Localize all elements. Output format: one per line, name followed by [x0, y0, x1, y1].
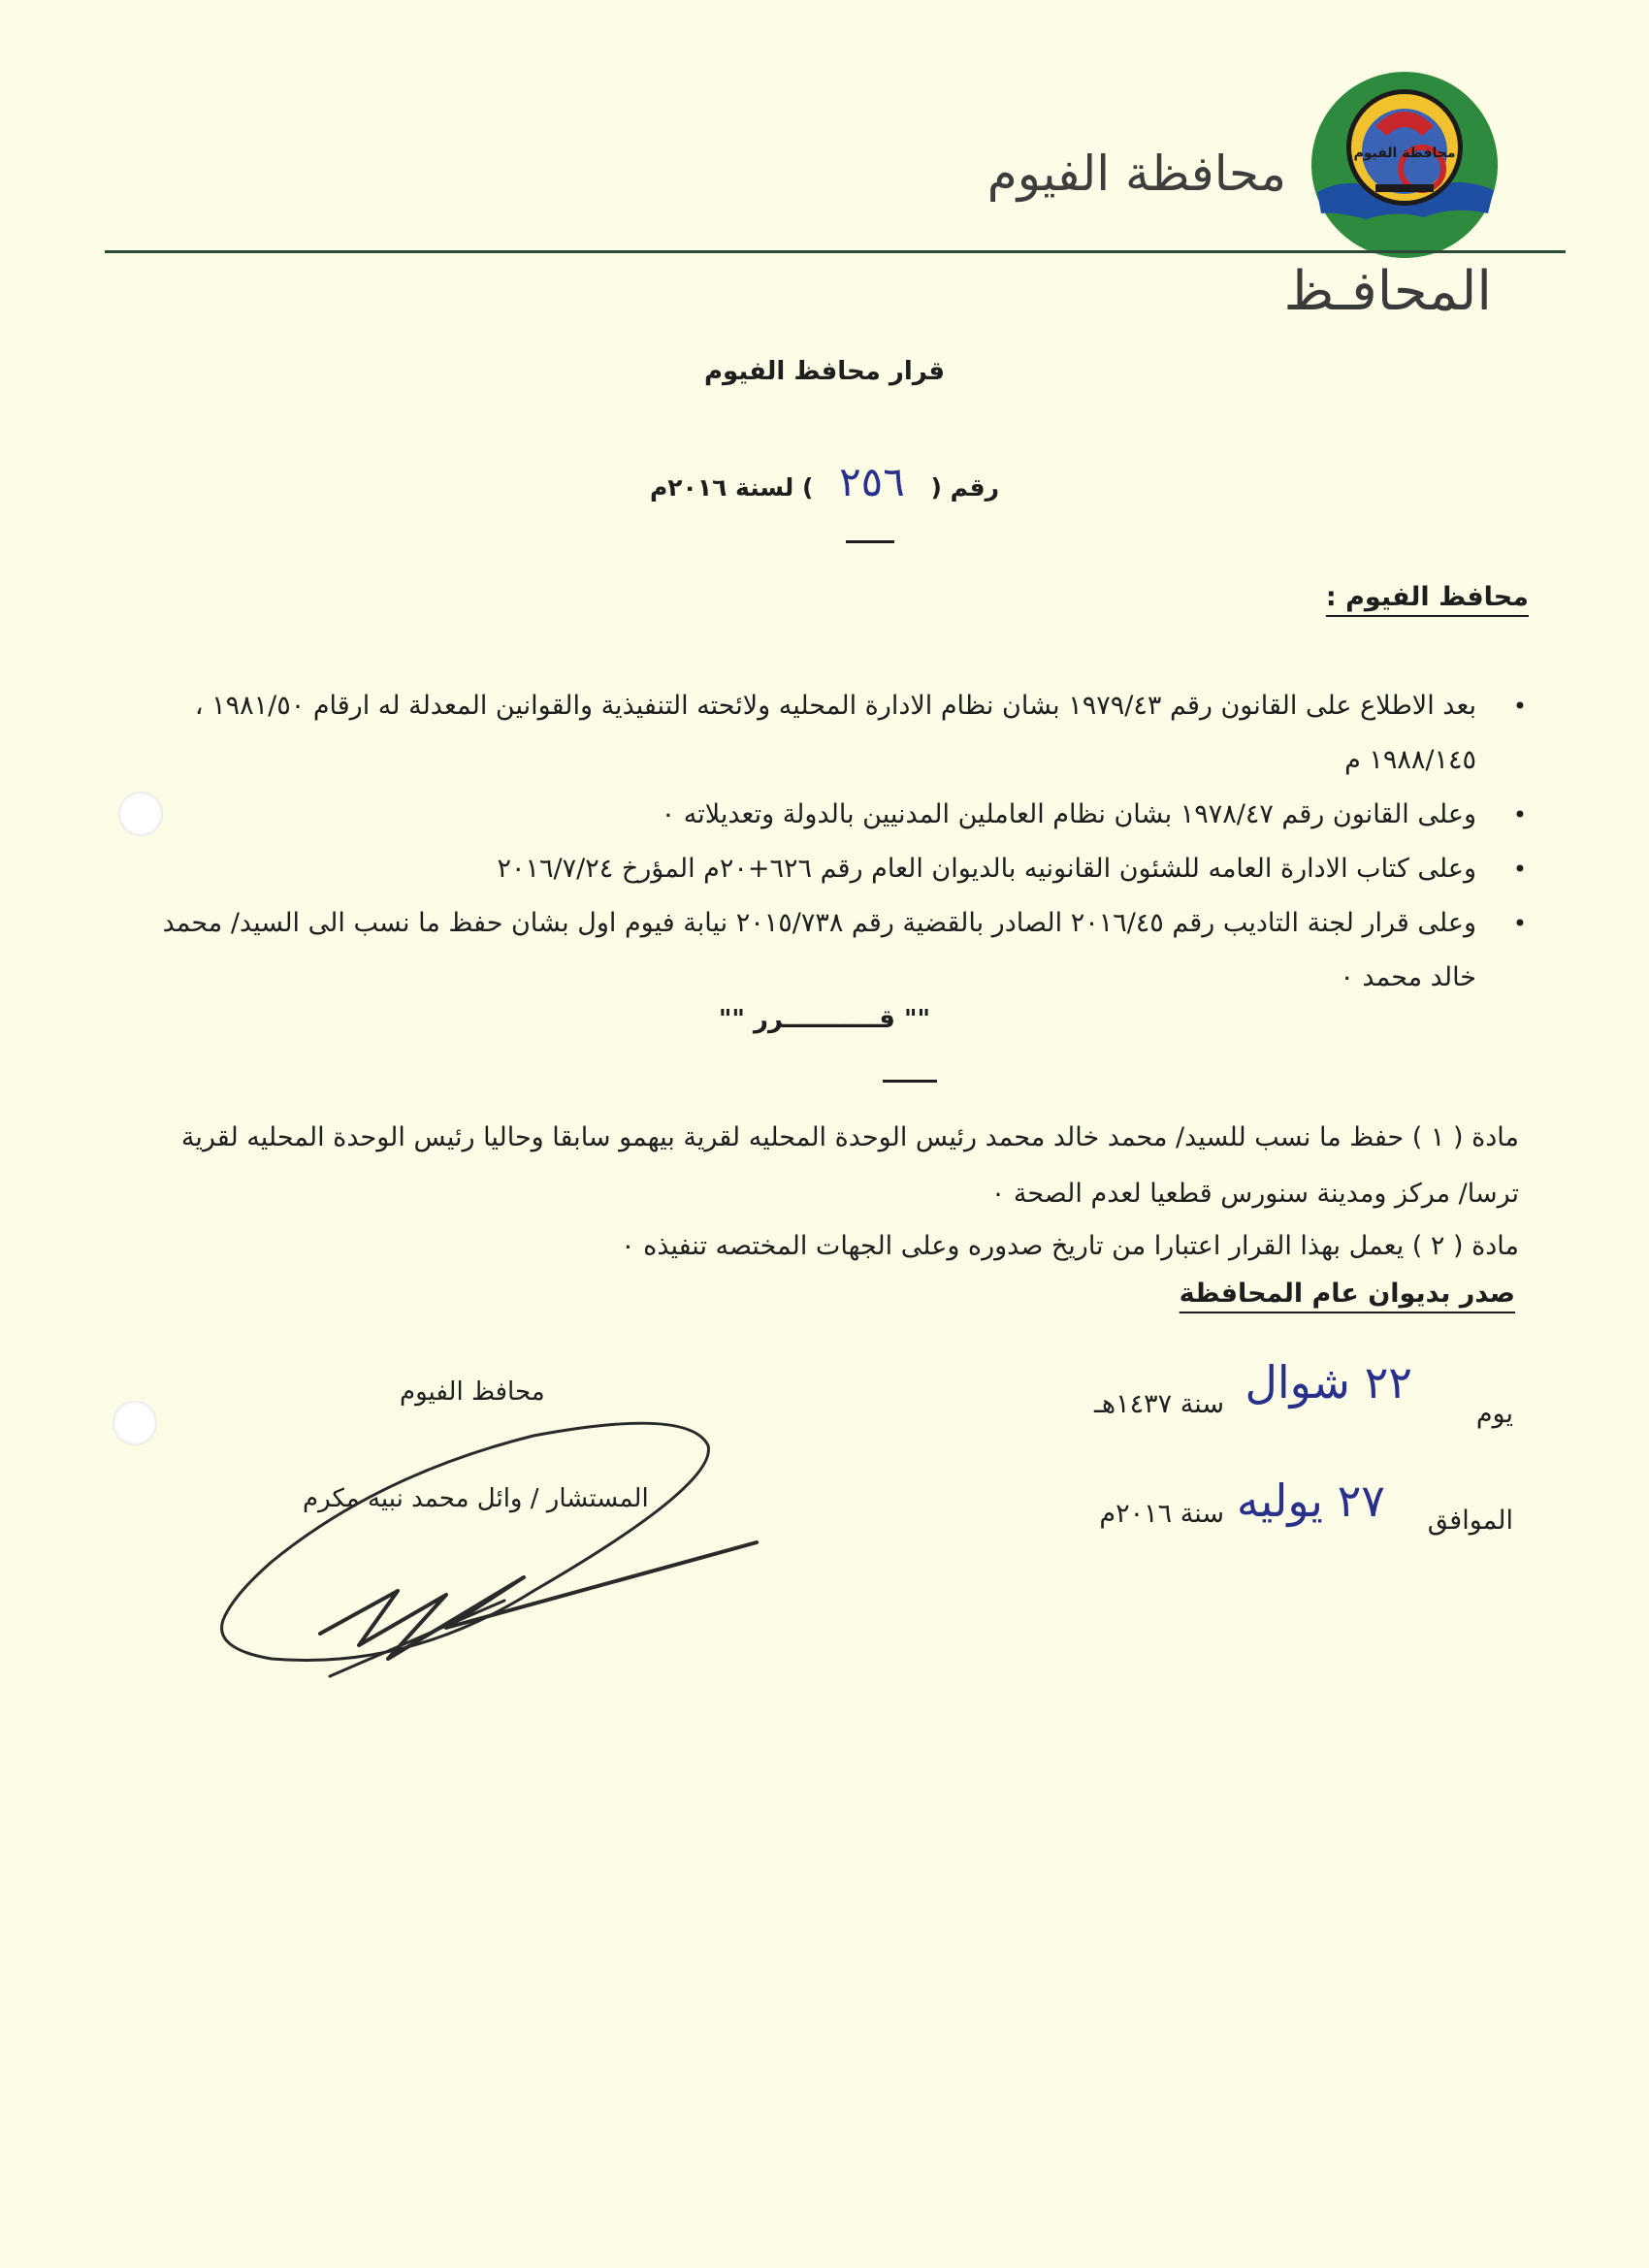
hijri-day-label: يوم: [1475, 1399, 1513, 1429]
decree-title: قرار محافظ الفيوم: [703, 357, 945, 386]
issuance-heading: صدر بديوان عام المحافظة: [1179, 1279, 1515, 1309]
signatory-title: محافظ الفيوم: [400, 1377, 545, 1407]
preamble-list: [147, 679, 1476, 1005]
hijri-day-handwritten: ٢٢ شوال: [1245, 1356, 1412, 1409]
preamble-item: • وعلى قرار لجنة التاديب رقم ٢٠١٦/٤٥ الصادر بالقضية رقم ٢٠١٥/٧٣٨ نيابة فيوم اول بشان حفظ ما نسب الى السيد/ محمد خالد محمد ٠: [147, 896, 1476, 1005]
governorate-logo: [1308, 68, 1502, 262]
punch-hole: [118, 792, 163, 836]
office-title: المحافـظ: [1283, 260, 1492, 323]
preamble-item: • وعلى كتاب الادارة العامه للشئون القانونيه بالديوان العام رقم ٦٢٦+٢٠م المؤرخ ٢٠١٦/٧/٢٤: [147, 842, 1476, 896]
gregorian-label: الموافق: [1427, 1506, 1513, 1536]
signature: [213, 1416, 776, 1688]
preamble-item: • بعد الاطلاع على القانون رقم ١٩٧٩/٤٣ بشان نظام الادارة المحليه ولائحته التنفيذية والقوانين المعدلة له ارقام ١٩٨١/٥٠ ، ١٩٨٨/١٤٥ م: [147, 679, 1476, 788]
logo-text: محافظة الفيوم: [1353, 146, 1456, 161]
title-divider: [846, 540, 894, 543]
preamble-item: • وعلى القانون رقم ١٩٧٨/٤٧ بشان نظام العاملين المدنيين بالدولة وتعديلاته ٠: [147, 788, 1476, 842]
decree-number-row: [0, 458, 1649, 505]
number-label: رقم (: [930, 473, 1000, 502]
decision-heading: "" قـــــــــــرر "": [718, 1005, 931, 1034]
punch-hole: [113, 1401, 157, 1445]
article-2: مادة ( ٢ ) يعمل بهذا القرار اعتبارا من تاريخ صدوره وعلى الجهات المختصه تنفيذه ٠: [621, 1231, 1519, 1261]
header-divider: [105, 250, 1566, 253]
governorate-title: محافظة الفيوم: [986, 146, 1286, 202]
decree-year: لسنة ٢٠١٦م: [649, 473, 794, 502]
decision-divider: [883, 1080, 937, 1083]
hijri-year: سنة ١٤٣٧هـ: [1093, 1389, 1224, 1419]
gregorian-day-handwritten: ٢٧ يوليه: [1236, 1474, 1385, 1527]
signatory-name: المستشار / وائل محمد نبيه مكرم: [303, 1484, 649, 1513]
preamble-heading: محافظ الفيوم :: [1325, 582, 1529, 612]
decree-number-handwritten: ٢٥٦: [839, 458, 905, 505]
gregorian-year: سنة ٢٠١٦م: [1099, 1499, 1224, 1529]
article-1: مادة ( ١ ) حفظ ما نسب للسيد/ محمد خالد محمد رئيس الوحدة المحليه لقرية بيهمو سابقا وحاليا رئيس الوحدة المحليه لقرية ترسا/ مركز ومدينة سنورس قطعيا لعدم الصحة ٠: [180, 1122, 1519, 1209]
number-close: ): [801, 473, 814, 502]
